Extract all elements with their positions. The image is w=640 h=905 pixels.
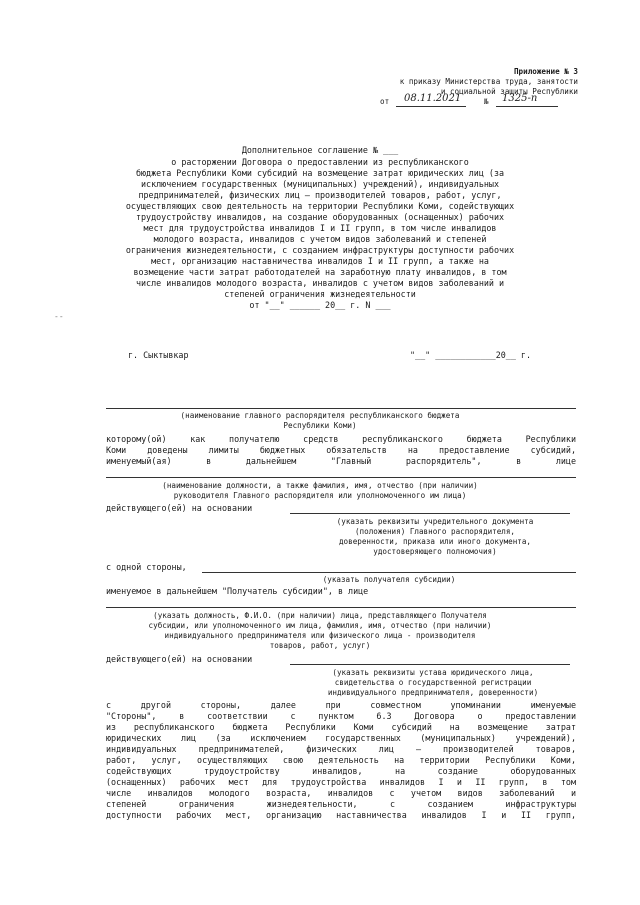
caption-basis-1b: (положения) Главного распорядителя, bbox=[354, 527, 515, 536]
caption-basis-1a: (указать реквизиты учредительного документа bbox=[336, 517, 534, 526]
agreement-subject-line: трудоустройству инвалидов, на создание оборудованных (оснащенных) рабочих bbox=[135, 212, 505, 222]
number-underline bbox=[496, 106, 558, 107]
acting-on-basis-1: действующего(ей) на основании bbox=[106, 503, 253, 513]
caption-representative-2: руководителя Главного распорядителя или уполномоченного им лица) bbox=[173, 491, 467, 500]
line-recipient-representative bbox=[106, 607, 576, 608]
line-basis-1 bbox=[290, 513, 570, 514]
place-date: "__" ____________20__ г. bbox=[410, 350, 532, 360]
caption-basis-2c: индивидуального предпринимателя, доверенности) bbox=[327, 688, 539, 697]
para1-line2: Коми доведены лимиты бюджетных обязательств на предоставление субсидий, bbox=[106, 445, 576, 455]
agreement-subject-line: бюджета Республики Коми субсидий на возмещение затрат юридических лиц (за bbox=[135, 168, 505, 178]
acting-on-basis-2: действующего(ей) на основании bbox=[106, 654, 253, 664]
para2-line: из республиканского бюджета Республики Коми субсидий на возмещение затрат bbox=[106, 722, 576, 732]
para2-line: юридических лиц (за исключением государственных (муниципальных) учреждений), bbox=[106, 733, 576, 743]
agreement-subject-line: ограничения жизнедеятельности, с созданием инфраструктуры доступности рабочих bbox=[125, 245, 515, 255]
agreement-subject-line: исключением государственных (муниципальных) учреждений), индивидуальных bbox=[141, 179, 499, 189]
caption-recipient: (указать получателя субсидии) bbox=[322, 575, 456, 584]
caption-recipient-rep-1: (указать должность, Ф.И.О. (при наличии) лица, представляющего Получателя bbox=[153, 611, 487, 620]
handwritten-number: 1325-п bbox=[502, 93, 538, 104]
appendix-label: Приложение № 3 bbox=[513, 67, 578, 76]
para2-line: (оснащенных) рабочих мест для трудоустройства инвалидов I и II групп, в том bbox=[106, 777, 576, 787]
agreement-subject-line: мест для трудоустройства инвалидов I и II групп, в том числе инвалидов bbox=[143, 223, 497, 233]
agreement-subject-line: молодого возраста, инвалидов с учетом видов заболеваний и степеней bbox=[153, 234, 487, 244]
agreement-subject-line: числе инвалидов молодого возраста, инвалидов с учетом видов заболеваний и bbox=[135, 278, 505, 288]
caption-recipient-rep-2: субсидии, или уполномоченного им лица, фамилия, имя, отчество (при наличии) bbox=[148, 621, 492, 630]
one-side-label: с одной стороны, bbox=[106, 562, 187, 572]
caption-basis-2a: (указать реквизиты устава юридического лица, bbox=[332, 668, 534, 677]
para1-line1: которому(ой) как получателю средств республиканского бюджета Республики bbox=[106, 434, 576, 444]
line-main-distributor bbox=[106, 408, 576, 409]
caption-distributor-1: (наименование главного распорядителя республиканского бюджета bbox=[180, 411, 460, 420]
para1-line3: именуемый(ая) в дальнейшем "Главный распорядитель", в лице bbox=[106, 456, 576, 466]
para2-line: числе инвалидов молодого возраста, инвалидов с учетом видов заболеваний и bbox=[106, 788, 576, 798]
agreement-subject-line: осуществляющих свою деятельность на территории Республики Коми, содействующих bbox=[125, 201, 515, 211]
para2-line: "Стороны", в соответствии с пунктом 6.3 Договора о предоставлении bbox=[106, 711, 576, 721]
caption-recipient-rep-4: товаров, работ, услуг) bbox=[269, 641, 371, 650]
appendix-ministry-line: и социальной защиты Республики bbox=[440, 87, 578, 96]
city-label: г. Сыктывкар bbox=[128, 350, 189, 360]
agreement-subject-line: о расторжении Договора о предоставлении из республиканского bbox=[171, 157, 469, 167]
para2-line: доступности рабочих мест, организацию наставничества инвалидов I и II групп, bbox=[106, 810, 576, 820]
agreement-subject-line: предпринимателей, физических лиц – производителей товаров, работ, услуг, bbox=[138, 190, 502, 200]
caption-distributor-2: Республики Коми) bbox=[283, 421, 357, 430]
caption-basis-1d: удостоверяющего полномочия) bbox=[373, 547, 497, 556]
date-underline bbox=[396, 106, 466, 107]
caption-recipient-rep-3: индивидуального предпринимателя или физического лица - производителя bbox=[164, 631, 476, 640]
para2-line: индивидуальных предпринимателей, физических лиц – производителей товаров, bbox=[106, 744, 576, 754]
caption-basis-1c: доверенности, приказа или иного документа, bbox=[338, 537, 532, 546]
para2-line: степеней ограничения жизнедеятельности, с созданием инфраструктуры bbox=[106, 799, 576, 809]
appendix-order-line: к приказу Министерства труда, занятости bbox=[399, 77, 578, 86]
margin-mark: -- bbox=[54, 312, 64, 321]
caption-basis-2b: свидетельства о государственной регистрации bbox=[334, 678, 532, 687]
agreement-subject-line: степеней ограничения жизнедеятельности bbox=[224, 289, 416, 299]
agreement-title: Дополнительное соглашение № ___ bbox=[241, 145, 399, 155]
caption-representative-1: (наименование должности, а также фамилия, имя, отчество (при наличии) bbox=[162, 481, 478, 490]
line-representative bbox=[106, 477, 576, 478]
line-recipient bbox=[202, 572, 576, 573]
para2-line: работ, услуг, осуществляющих свою деятельность на территории Республики Коми, bbox=[106, 755, 576, 765]
appendix-number-prefix: № bbox=[484, 97, 489, 106]
para2-line: с другой стороны, далее при совместном упоминании именуемые bbox=[106, 700, 576, 710]
agreement-date-line: от "__" ______ 20__ г. N ___ bbox=[249, 300, 391, 310]
appendix-from-prefix: от bbox=[380, 97, 390, 106]
agreement-subject-line: возмещение части затрат работодателей на заработную плату инвалидов, в том bbox=[133, 267, 507, 277]
para2-line: содействующих трудоустройству инвалидов, на создание оборудованных bbox=[106, 766, 576, 776]
agreement-subject-line: мест, организацию наставничества инвалидов I и II групп, а также на bbox=[151, 256, 489, 266]
line-basis-2 bbox=[290, 664, 570, 665]
handwritten-date: 08.11.2021 bbox=[404, 93, 462, 104]
recipient-line: именуемое в дальнейшем "Получатель субсидии", в лице bbox=[106, 586, 369, 596]
